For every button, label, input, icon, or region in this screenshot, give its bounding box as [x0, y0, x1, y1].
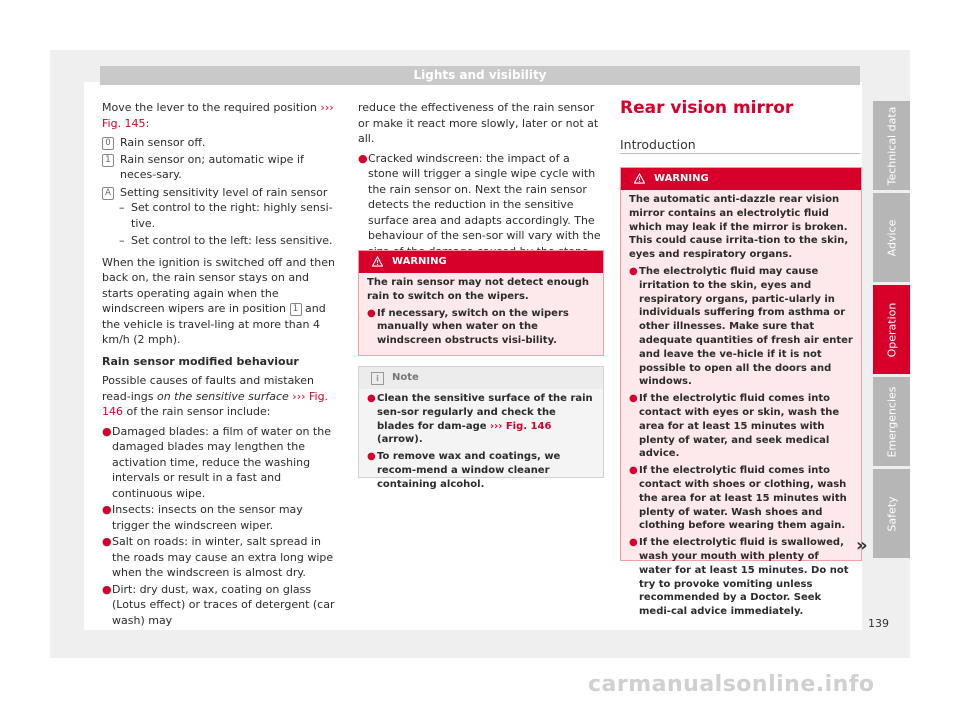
legend-item-a: A Setting sensitivity level of rain sensor	[102, 185, 342, 201]
bullet-icon: ●	[367, 307, 376, 319]
note-list-item: ● Clean the sensitive surface of the rain sen-sor regularly and check the blades for dam-age ››› Fig. 146 (arrow).	[367, 393, 593, 446]
note-list-item: ● To remove wax and coatings, we recom-mend a window cleaner containing alcohol.	[367, 451, 561, 490]
tab-safety[interactable]: Safety	[873, 469, 910, 558]
tab-emergencies[interactable]: Emergencies	[873, 377, 910, 466]
warning-list-item: ● If the electrolytic fluid comes into contact with shoes or clothing, wash the area for at least 15 minutes with plenty of water. Wash shoes and clothing before wearing them again.	[629, 465, 847, 532]
mirror-warning-box	[620, 167, 862, 618]
bullet-icon: ●	[102, 424, 112, 438]
warning-text: The automatic anti-dazzle rear vision mirror contains an electrolytic fluid which may leak if the mirror is broken. This could cause irrita-tion to the skin, eyes and respiratory organs.	[629, 194, 849, 261]
chapter-tabs	[873, 101, 910, 561]
tab-technical-data[interactable]: Technical data	[873, 101, 910, 190]
subsection-title: Introduction	[620, 137, 696, 152]
bullet-icon: ●	[629, 465, 638, 477]
warning-list-item: ● If the electrolytic fluid comes into contact with eyes or skin, wash the area for at least 15 minutes with plenty of water, and seek medical advice.	[629, 393, 840, 460]
sub-item-right: – Set control to the right: highly sensi-tive.	[119, 201, 333, 230]
bullet-icon: ●	[629, 537, 638, 549]
note-title: Note	[392, 372, 419, 383]
position-1-marker: 1	[102, 154, 114, 167]
section-heading: Rain sensor modified behaviour	[102, 354, 299, 368]
causes-paragraph: Possible causes of faults and mistaken read-ings on the sensitive surface ››› Fig. 146 of the rain sensor include:	[102, 374, 329, 418]
bullet-icon: ●	[629, 265, 638, 277]
warning-triangle-icon	[372, 256, 383, 267]
middle-column	[358, 100, 602, 259]
position-0-marker: 0	[102, 137, 114, 150]
warning-title: WARNING	[392, 256, 447, 267]
page-header: Lights and visibility	[100, 66, 860, 85]
intro-paragraph: Move the lever to the required position ››› Fig. 145:	[102, 101, 334, 130]
warning-title: WARNING	[654, 173, 709, 184]
fig-145-link[interactable]: ››› Fig. 145	[102, 101, 334, 130]
note-header	[359, 367, 603, 389]
bullet-icon: ●	[367, 451, 376, 463]
warning-header	[359, 251, 603, 273]
left-column	[102, 100, 342, 628]
page-number: 139	[868, 617, 889, 630]
list-item: ● Salt on roads: in winter, salt spread in the roads may cause an extra long wipe when the windscreen is almost dry.	[102, 535, 334, 579]
fig-146-link[interactable]: ››› Fig. 146	[102, 389, 329, 418]
legend-item-0: 0 Rain sensor off.	[102, 135, 342, 151]
warning-header	[621, 168, 861, 190]
warning-text: The rain sensor may not detect enough rain to switch on the wipers.	[367, 277, 589, 302]
rain-sensor-warning-box	[358, 250, 604, 356]
bullet-icon: ●	[629, 393, 638, 405]
warning-list-item: ● If the electrolytic fluid is swallowed, wash your mouth with plenty of water for at least 15 minutes. Do not try to provoke vomiting unless recommended by a Doctor. Seek medi-cal advice immediately.	[629, 537, 849, 618]
warning-list-item: ● The electrolytic fluid may cause irritation to the skin, eyes and respiratory organs, partic-ularly in individuals suffering from asthma or other illnesses. Make sure that adequate quantities of fresh air enter and leave the ve-hicle if it is not possible to open all the doors and windows.	[629, 265, 853, 388]
legend-item-1: 1 Rain sensor on; automatic wipe if neces-sary.	[102, 152, 342, 183]
bullet-icon: ●	[358, 151, 368, 165]
bullet-icon: ●	[102, 535, 112, 548]
sub-item-left: – Set control to the left: less sensitive.	[119, 234, 333, 247]
list-item: ● Damaged blades: a film of water on the damaged blades may lengthen the activation time, reduce the washing intervals or result in a fast and continuous wipe.	[102, 424, 331, 500]
note-box	[358, 366, 604, 490]
tab-advice[interactable]: Advice	[873, 193, 910, 282]
position-1-ref: 1	[290, 303, 302, 316]
continue-arrow-icon: »	[856, 535, 868, 556]
section-title: Rear vision mirror	[620, 98, 794, 118]
list-item: ● Dirt: dry dust, wax, coating on glass (Lotus effect) or traces of detergent (car wash) may	[102, 582, 335, 627]
warning-list-item: ● If necessary, switch on the wipers manually when water on the windscreen obstructs visi-bility.	[367, 307, 569, 347]
bullet-icon: ●	[367, 393, 376, 404]
warning-triangle-icon	[634, 173, 645, 184]
divider	[620, 153, 860, 154]
ignition-paragraph: When the ignition is switched off and then back on, the rain sensor stays on and starts operating again when the windscreen wipers are in position 1 and the vehicle is travel-ling at more than 4 km/h (2 mph).	[102, 255, 335, 346]
bullet-icon: ●	[102, 582, 112, 596]
watermark: carmanualsonline.info	[588, 672, 875, 697]
list-item: ● Cracked windscreen: the impact of a stone will trigger a single wipe cycle with the rain sensor on. Next the rain sensor detects the reduction in the sensitive surface area and adapts accordingly. The behaviour of the sen-sor will vary with the	[358, 151, 601, 242]
control-a-marker: A	[102, 187, 114, 200]
fig-146-link[interactable]: ››› Fig. 146	[490, 420, 552, 432]
continued-paragraph: reduce the effectiveness of the rain sensor or make it react more slowly, later or not at all.	[358, 101, 599, 145]
bullet-icon: ●	[102, 503, 112, 516]
note-icon: i	[371, 372, 384, 385]
list-item: ● Insects: insects on the sensor may trigger the windscreen wiper.	[102, 503, 303, 532]
tab-operation[interactable]: Operation	[873, 285, 910, 374]
